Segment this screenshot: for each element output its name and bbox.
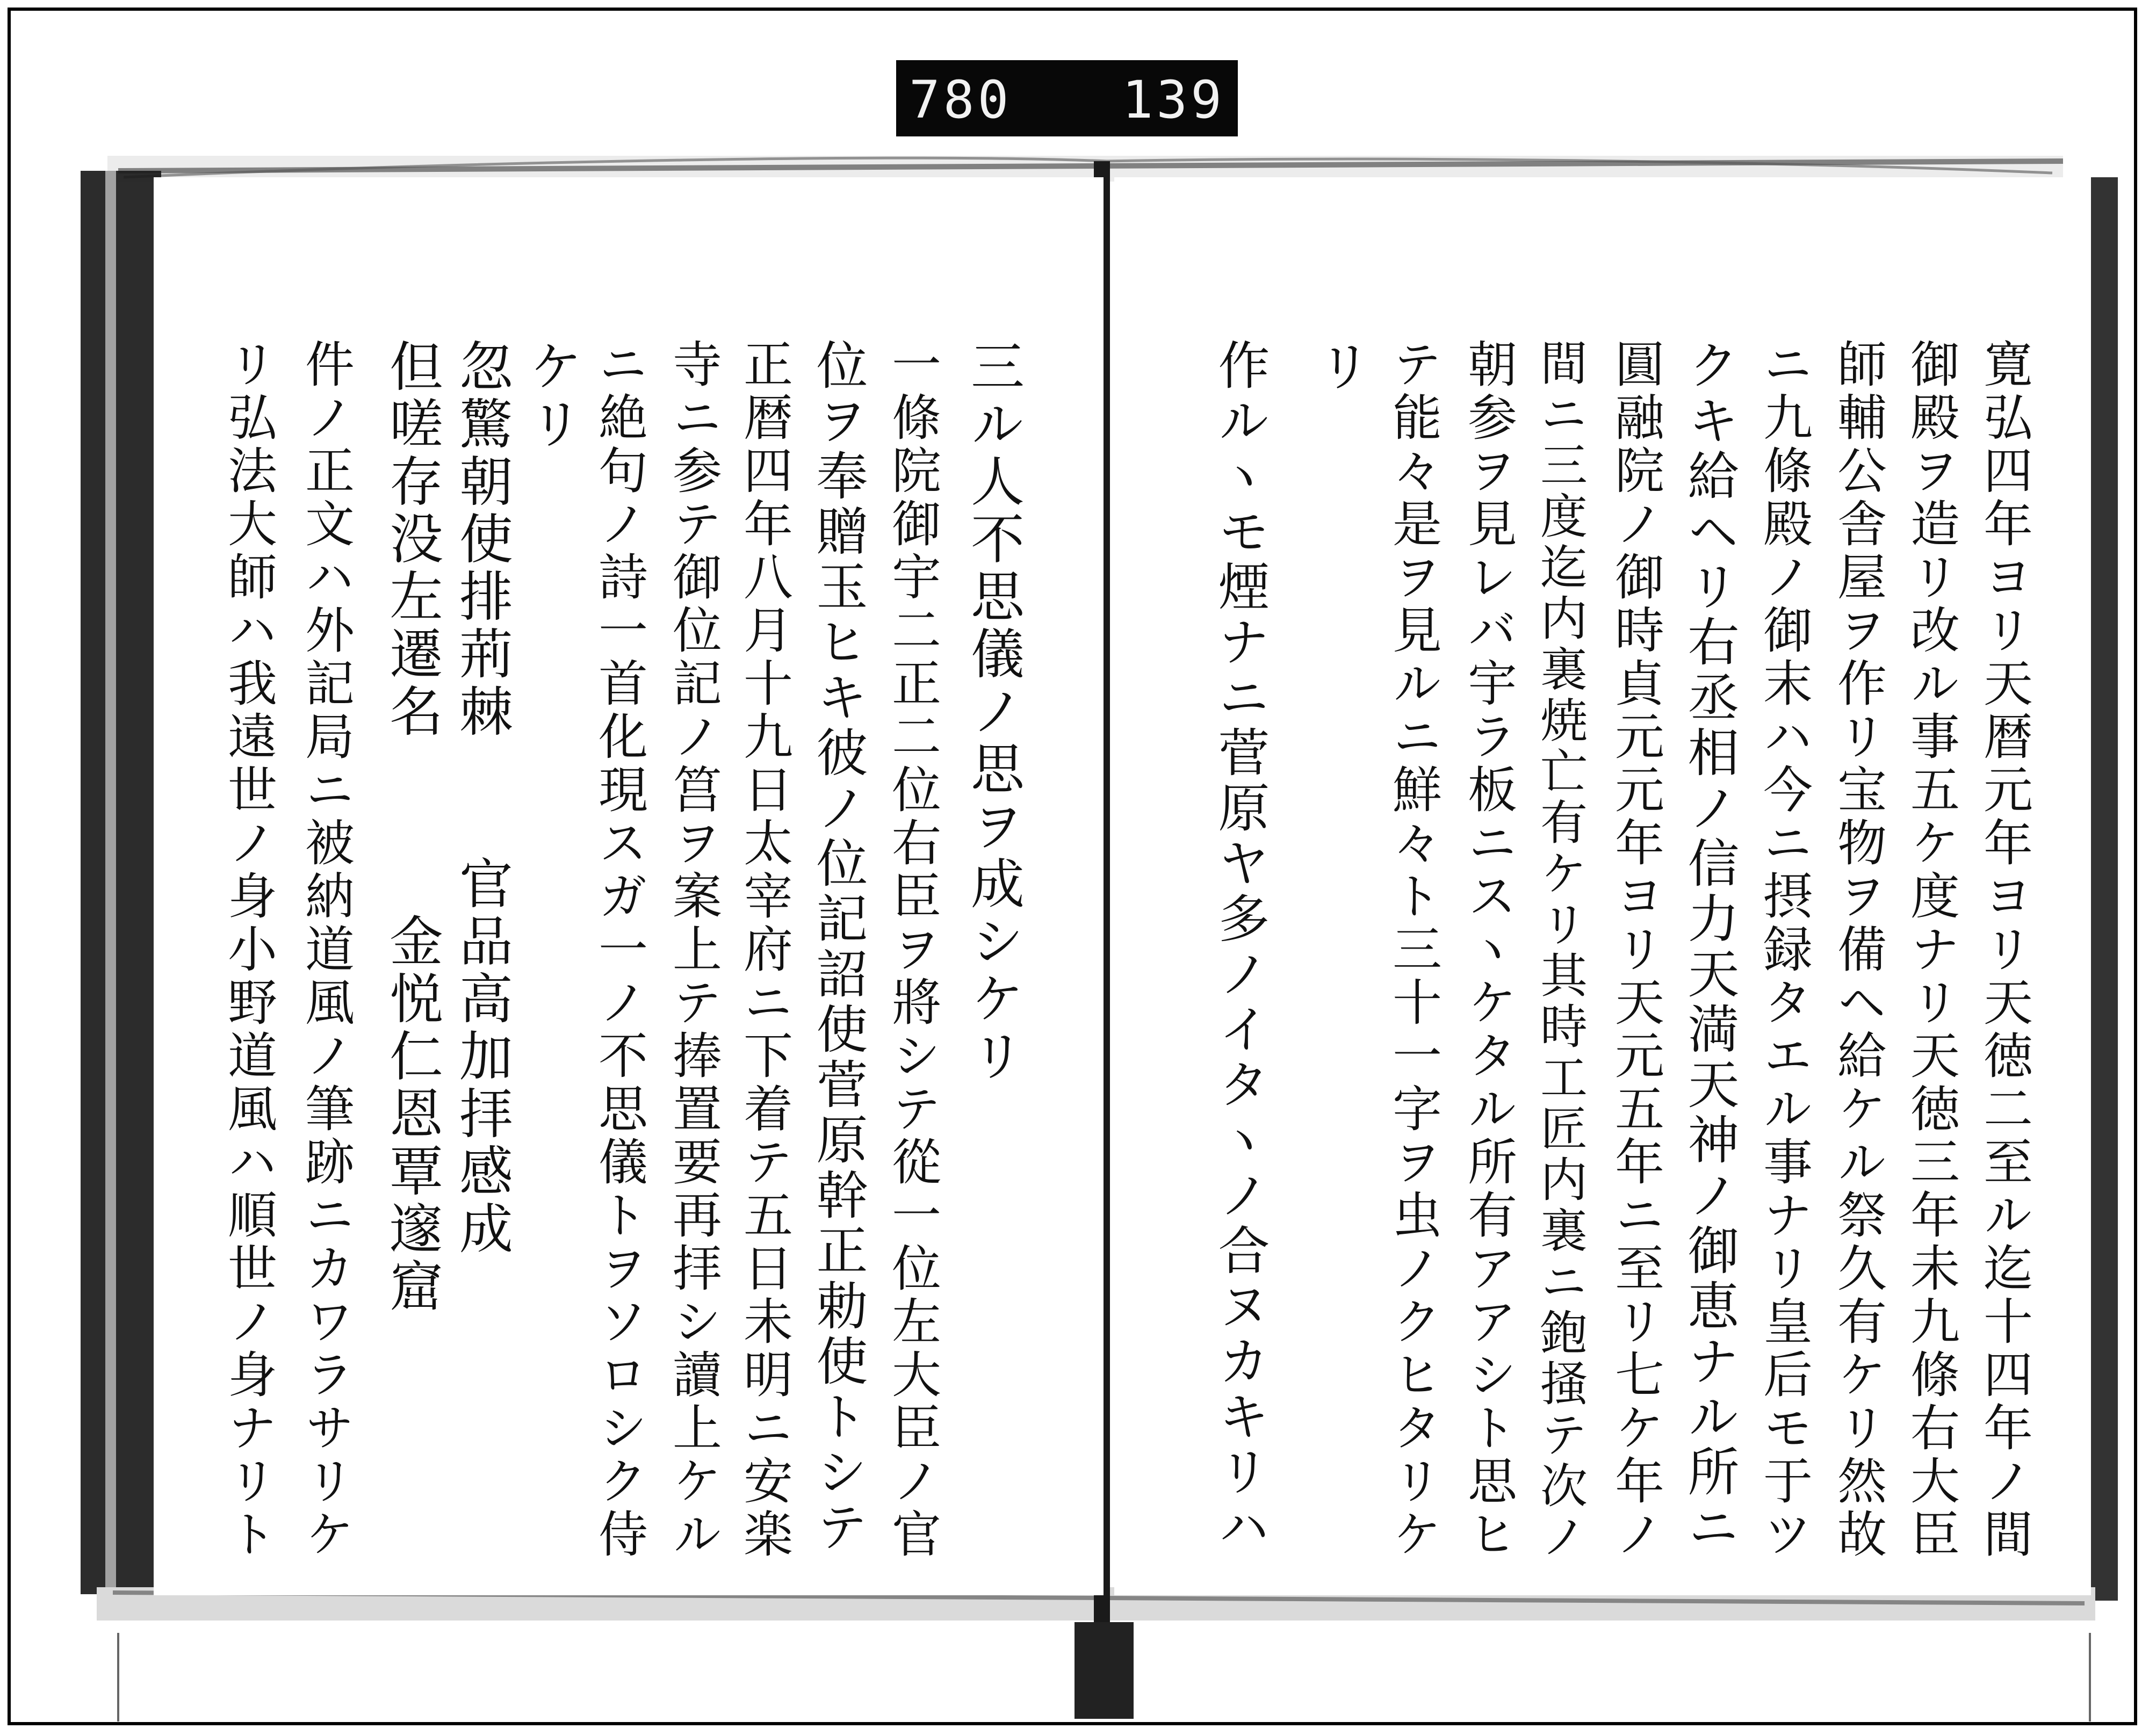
text-column: 間ニ三度迄内裏焼亡有ケリ其時工匠内裏ニ鉋掻テ次ノ bbox=[1533, 338, 1588, 1563]
text-column: 寺ニ参テ御位記ノ筥ヲ案上テ捧置要再拝シ讀上ケル bbox=[665, 338, 722, 1561]
text-column: 三ル人不思儀ノ思ヲ成シケリ bbox=[962, 338, 1025, 1086]
text-column: 一條院御宇二正二位右臣ヲ將シテ從一位左大臣ノ官 bbox=[884, 338, 941, 1561]
left-page bbox=[154, 177, 1104, 1595]
text-column: 作ルヽモ煙ナニ菅原ヤ多ノイタヽノ合ヌカキリハ bbox=[1210, 338, 1270, 1556]
poem-column: 忽驚朝使排荊棘 官品高加拝感成 bbox=[450, 338, 513, 1258]
text-column: テ能々是ヲ見ルニ鮮々ト三十一字ヲ虫ノクヒタリケ bbox=[1384, 338, 1442, 1561]
text-column: 正暦四年八月十九日太宰府ニ下着テ五日未明ニ安楽 bbox=[735, 338, 793, 1561]
text-column: 寛弘四年ヨリ天暦元年ヨリ天徳二至ル迄十四年ノ間 bbox=[1975, 338, 2033, 1561]
text-column: 件ノ正文ハ外記局ニ被納道風ノ筆跡ニカワラサリケ bbox=[297, 338, 355, 1561]
poem-column: 但嗟存没左遷名 金悦仁恩覃邃窟 bbox=[380, 338, 443, 1315]
text-column: 朝参ヲ見レバ宇ラ板ニスヽケタル所有アアシト思ヒ bbox=[1460, 338, 1517, 1561]
text-column: ニ絶句ノ詩一首化現スガ一ノ不思儀トヲソロシク侍 bbox=[590, 338, 648, 1561]
text-column: ニ九條殿ノ御末ハ今ニ摂録タエル事ナリ皇后モ于ツ bbox=[1755, 338, 1813, 1561]
text-column: ケリ bbox=[520, 338, 583, 453]
frame-number: 139 bbox=[1122, 70, 1225, 130]
text-column: リ bbox=[1309, 338, 1372, 396]
text-column: クキ給ヘリ右丞相ノ信力天満天神ノ御恵ナル所ニ bbox=[1679, 338, 1740, 1556]
text-column: 御殿ヲ造リ改ル事五ケ度ナリ天徳三年未九條右大臣 bbox=[1902, 338, 1960, 1561]
right-page bbox=[1114, 177, 2091, 1595]
text-column: 師輔公舎屋ヲ作リ宝物ヲ備ヘ給ケル祭久有ケリ然故 bbox=[1829, 338, 1887, 1561]
text-column: 圓融院ノ御時貞元元年ヨリ天元五年ニ至リ七ケ年ノ bbox=[1607, 338, 1664, 1561]
text-column: 位ヲ奉贈玉ヒキ彼ノ位記詔使菅原幹正勅使トシテ bbox=[808, 338, 868, 1556]
reel-number: 780 bbox=[909, 70, 1012, 130]
text-column: リ弘法大師ハ我遠世ノ身小野道風ハ順世ノ身ナリト bbox=[220, 338, 277, 1561]
